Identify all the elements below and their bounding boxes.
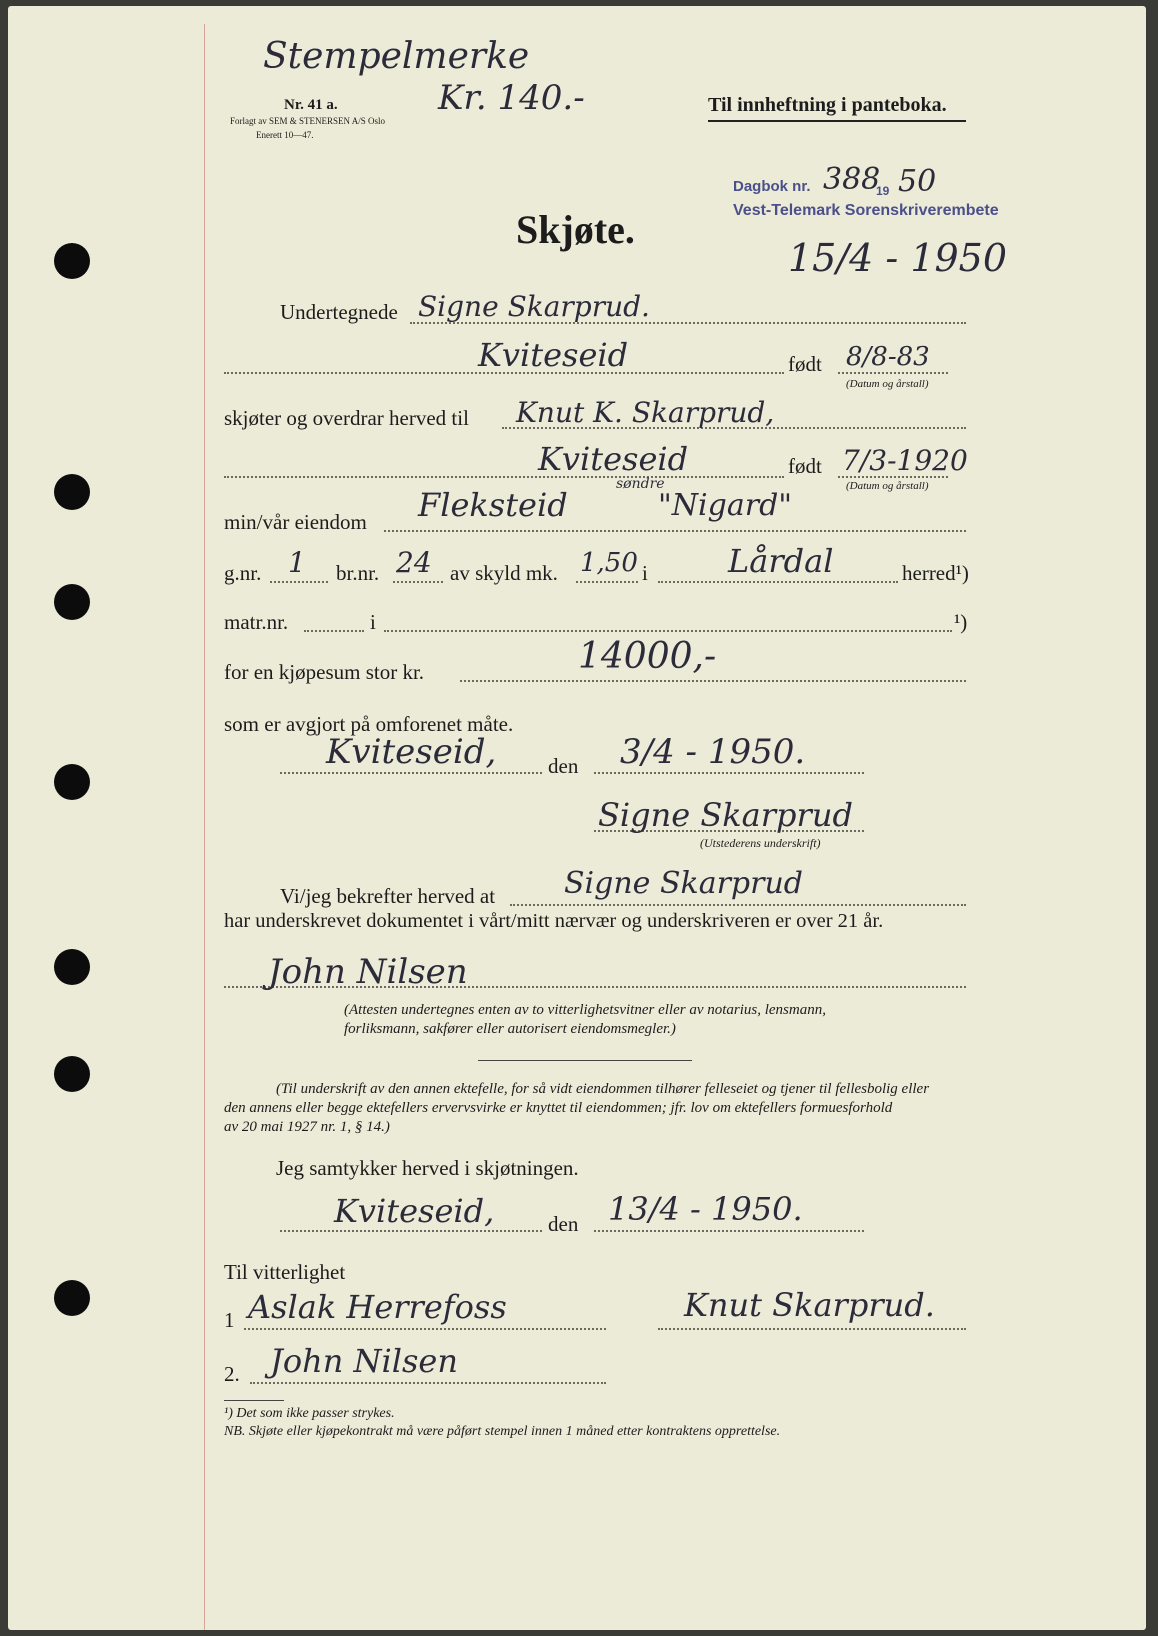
matr-label: matr.nr. <box>224 610 289 634</box>
line-brnr <box>393 581 443 583</box>
issuer-signature: Signe Skarprud <box>598 796 853 834</box>
datum-caption-1: (Datum og årstall) <box>846 378 929 390</box>
spouse-consent: Jeg samtykker herved i skjøtningen. <box>276 1156 579 1180</box>
line-sign-place <box>280 772 542 774</box>
buyer-birth: 7/3-1920 <box>842 444 968 477</box>
spouse-note-2: den annens eller begge ektefellers ervervsvirke er knyttet til eiendommen; jfr. lov om ektefellers formuesforhold <box>224 1100 893 1116</box>
matr-end: ¹) <box>954 610 968 634</box>
brnr-value: 24 <box>396 546 432 579</box>
form-number: Nr. 41 a. <box>284 97 338 113</box>
document-page <box>8 6 1146 1630</box>
attest-name: Signe Skarprud <box>564 866 803 901</box>
attest-line-2: har underskrevet dokumentet i vårt/mitt nærvær og underskriveren er over 21 år. <box>224 910 884 932</box>
price-label: for en kjøpesum stor kr. <box>224 660 425 684</box>
spouse-date: 13/4 - 1950. <box>608 1190 803 1228</box>
punch-hole <box>54 474 90 510</box>
witness-number-2: 2. <box>224 1362 240 1386</box>
witness-number-1: 1 <box>224 1308 235 1332</box>
punch-hole <box>54 1056 90 1092</box>
gnr-value: 1 <box>288 546 306 579</box>
sign-place: Kviteseid, <box>326 732 497 772</box>
punch-hole <box>54 949 90 985</box>
line-matr <box>304 630 364 632</box>
line-skyld <box>576 581 638 583</box>
line-herred <box>658 581 898 583</box>
i-label: i <box>642 561 648 585</box>
publisher-line-2: Enerett 10—47. <box>256 130 314 140</box>
skyld-value: 1,50 <box>580 548 638 578</box>
line-property <box>384 530 966 532</box>
line-spouse-place <box>280 1230 542 1232</box>
handwritten-note-1: Stempelmerke <box>263 36 530 77</box>
line-gnr <box>270 581 328 583</box>
document-title: Skjøte. <box>516 207 635 252</box>
line-sign-date <box>594 772 864 774</box>
spouse-note-1: (Til underskrift av den annen ektefelle, for så vidt eiendommen tilhører felleseiet og tjener til fellesbolig eller <box>276 1081 930 1097</box>
skyld-label: av skyld mk. <box>450 561 558 585</box>
property-name-2: "Nigard" <box>658 488 793 523</box>
transfer-label: skjøter og overdrar herved til <box>224 406 469 430</box>
matr-i-label: i <box>370 610 376 634</box>
fodt-label-2: født <box>788 454 822 478</box>
sign-date: 3/4 - 1950. <box>620 732 806 772</box>
line-price <box>460 680 966 682</box>
stamp-year-suffix: 50 <box>898 164 937 199</box>
line-seller-birth <box>838 372 948 374</box>
attest-note-2: forliksmann, sakfører eller autorisert eiendomsmegler.) <box>344 1021 676 1037</box>
undertegnede-label: Undertegnede <box>280 300 398 324</box>
spouse-place: Kviteseid, <box>334 1192 495 1230</box>
stamp-year-prefix: 19 <box>876 184 890 198</box>
footnote-1: ¹) Det som ikke passer strykes. <box>224 1406 395 1421</box>
seller-name: Signe Skarprud. <box>418 290 650 323</box>
issuer-caption: (Utstederens underskrift) <box>700 836 821 850</box>
handwritten-note-2: Kr. 140.- <box>438 78 585 118</box>
property-label: min/vår eiendom <box>224 510 367 534</box>
seller-birth: 8/8-83 <box>846 342 930 372</box>
spouse-note-3: av 20 mai 1927 nr. 1, § 14.) <box>224 1119 390 1135</box>
line-spouse-signature <box>658 1328 966 1330</box>
stamp-date: 15/4 - 1950 <box>788 236 1008 280</box>
punch-hole <box>54 243 90 279</box>
line-witness-1 <box>244 1328 606 1330</box>
section-divider <box>478 1060 692 1061</box>
footnote-2: NB. Skjøte eller kjøpekontrakt må være påført stempel innen 1 måned etter kontraktens opprettelse. <box>224 1424 781 1439</box>
witness-signature: John Nilsen <box>268 952 468 992</box>
property-sub: søndre <box>616 476 665 492</box>
datum-caption-2: (Datum og årstall) <box>846 480 929 492</box>
footnote-rule <box>224 1400 284 1401</box>
witness-2: John Nilsen <box>270 1342 458 1380</box>
line-matr-herred <box>384 630 952 632</box>
stamp-number: 388 <box>823 162 881 197</box>
buyer-place: Kviteseid <box>538 440 689 478</box>
punch-hole <box>54 584 90 620</box>
settled-label: som er avgjort på omforenet måte. <box>224 712 514 736</box>
den-label-2: den <box>548 1212 579 1236</box>
punch-hole <box>54 764 90 800</box>
fodt-label-1: født <box>788 352 822 376</box>
publisher-line: Forlagt av SEM & STENERSEN A/S Oslo <box>230 116 386 126</box>
witness-label: Til vitterlighet <box>224 1260 346 1284</box>
line-spouse-date <box>594 1230 864 1232</box>
margin-line <box>204 24 205 1630</box>
herred-value: Lårdal <box>728 542 834 580</box>
brnr-label: br.nr. <box>336 561 380 585</box>
stamp-office: Vest-Telemark Sorenskriverembete <box>733 202 999 219</box>
binding-note-underline <box>708 120 966 122</box>
price-value: 14000,- <box>578 636 717 677</box>
witness-1: Aslak Herrefoss <box>248 1288 507 1326</box>
gnr-label: g.nr. <box>224 561 262 585</box>
herred-label: herred¹) <box>902 561 969 585</box>
spouse-signature: Knut Skarprud. <box>684 1286 935 1324</box>
line-witness-2 <box>250 1382 606 1384</box>
den-label-1: den <box>548 754 579 778</box>
line-buyer-place <box>224 476 784 478</box>
binding-note: Til innheftning i panteboka. <box>708 94 947 116</box>
property-name: Fleksteid <box>418 486 568 524</box>
line-attest-name <box>510 904 966 906</box>
attest-note-1: (Attesten undertegnes enten av to vitterlighetsvitner eller av notarius, lensmann, <box>344 1002 826 1018</box>
attest-line-1: Vi/jeg bekrefter herved at <box>280 884 496 908</box>
buyer-name: Knut K. Skarprud, <box>516 396 775 429</box>
stamp-dagbok-label: Dagbok nr. <box>733 178 811 195</box>
seller-place: Kviteseid <box>478 336 629 374</box>
punch-hole <box>54 1280 90 1316</box>
